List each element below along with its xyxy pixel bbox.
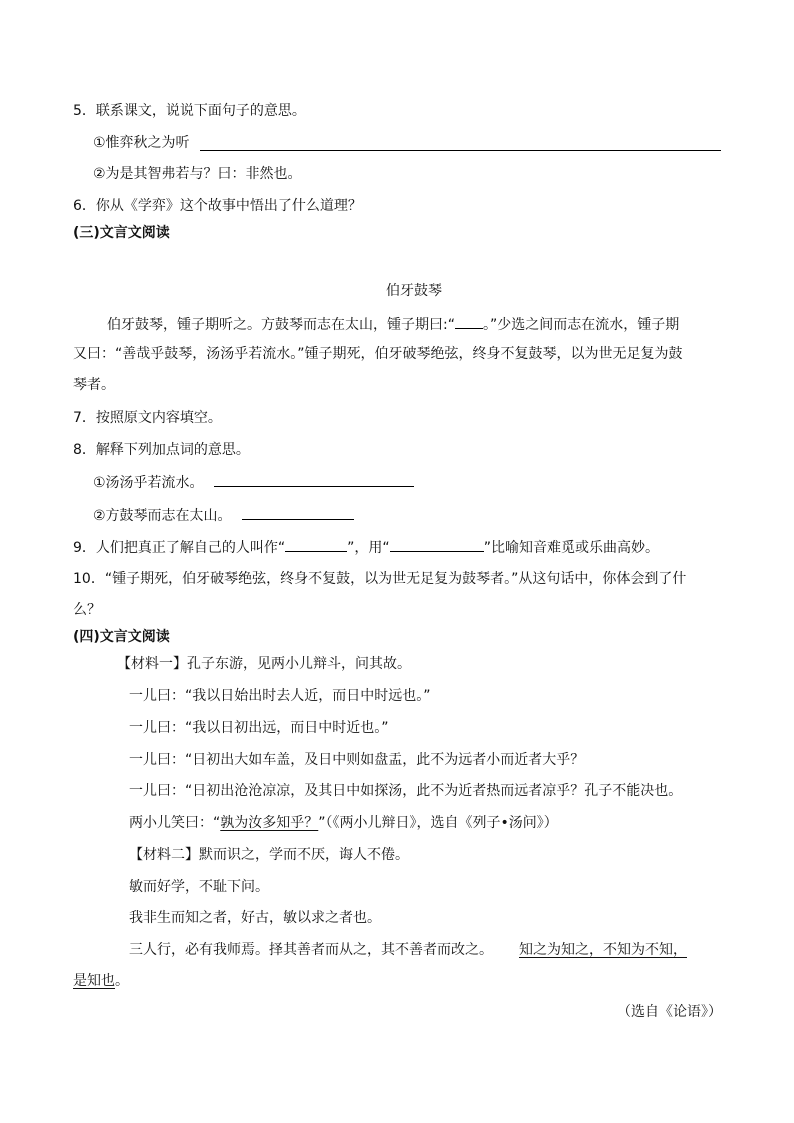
material-2-line-3 bbox=[129, 940, 687, 960]
material-1-line-2: 一儿曰：“我以日初出远，而日中时近也。” bbox=[129, 720, 389, 736]
passage-line-1-part-b: 。”少选之间而志在流水，锺子期 bbox=[482, 317, 680, 333]
question-9-part-1: 9．人们把真正了解自己的人叫作“ bbox=[73, 540, 286, 556]
question-9-blank-2[interactable] bbox=[390, 537, 484, 552]
material-1-line-3: 一儿曰：“日初出大如车盖，及日中则如盘盂，此不为远者小而近者大乎？ bbox=[129, 752, 585, 768]
material-1-underlined-question: 孰为汝多知乎？ bbox=[220, 815, 319, 831]
question-9-part-2: ”，用“ bbox=[347, 540, 390, 556]
question-10-line-1: 10．“锺子期死，伯牙破琴绝弦，终身不复鼓，以为世无足复为鼓琴者。”从这句话中，你体会到了什 bbox=[73, 571, 687, 587]
material-2-underlined-end: 是知也 bbox=[73, 973, 115, 989]
section-3-passage-title: 伯牙鼓琴 bbox=[386, 283, 442, 299]
material-2-intro bbox=[129, 845, 409, 865]
question-6: 6．你从《学弈》这个故事中悟出了什么道理？ bbox=[73, 198, 362, 214]
material-2-label: 【材料二】 bbox=[129, 847, 199, 863]
question-8-item-1-answer[interactable] bbox=[214, 472, 414, 487]
question-9-blank-1[interactable] bbox=[285, 537, 347, 552]
material-2-text: 默而识之，学而不厌，诲人不倦。 bbox=[199, 847, 409, 863]
material-1-intro bbox=[117, 654, 411, 674]
question-5-item-1 bbox=[93, 133, 190, 153]
question-7: 7．按照原文内容填空。 bbox=[73, 410, 222, 426]
question-8-title: 8．解释下列加点词的意思。 bbox=[73, 442, 250, 458]
material-1-line-5-c: ”（《两小儿辩日》，选自《列子•汤问》） bbox=[318, 815, 558, 831]
question-5-item-1-text: ①惟弈秋之为听 bbox=[93, 135, 190, 151]
question-8-item-2-text: ②方鼓琴而志在太山。 bbox=[93, 508, 232, 524]
question-9 bbox=[73, 537, 659, 558]
question-5-answer-line[interactable] bbox=[200, 150, 721, 151]
question-10-line-2: 么？ bbox=[73, 602, 101, 618]
question-8-item-1 bbox=[93, 472, 414, 493]
section-3-passage-line-3: 琴者。 bbox=[73, 377, 115, 393]
question-8-item-2-answer[interactable] bbox=[242, 505, 354, 520]
material-1-line-5-a: 两小儿笑曰：“ bbox=[129, 815, 221, 831]
material-2-line-4 bbox=[73, 971, 129, 991]
material-2-line-4-end: 。 bbox=[115, 973, 129, 989]
question-8-item-2 bbox=[93, 505, 354, 526]
material-source: （选自《论语》） bbox=[617, 1004, 722, 1020]
section-4-heading: (四)文言文阅读 bbox=[73, 629, 170, 645]
material-2-line-1: 敏而好学，不耻下问。 bbox=[129, 879, 269, 895]
passage-line-1-part-a: 伯牙鼓琴，锺子期听之。方鼓琴而志在太山，锺子期曰:“ bbox=[107, 317, 455, 333]
question-9-part-3: ”比喻知音难觅或乐曲高妙。 bbox=[483, 540, 659, 556]
section-3-passage-line-2: 又曰：“善哉乎鼓琴，汤汤乎若流水。”锺子期死，伯牙破琴绝弦，终身不复鼓琴，以为世无足复为鼓 bbox=[73, 346, 683, 362]
section-3-passage-line-1 bbox=[107, 314, 679, 335]
question-5-title: 5．联系课文，说说下面句子的意思。 bbox=[73, 103, 306, 119]
material-2-line-2: 我非生而知之者，好古，敏以求之者也。 bbox=[129, 910, 381, 926]
passage-fill-blank[interactable] bbox=[455, 314, 483, 329]
section-3-heading: (三)文言文阅读 bbox=[73, 225, 170, 241]
material-1-text: 孔子东游，见两小儿辩斗，问其故。 bbox=[187, 656, 411, 672]
material-1-label: 【材料一】 bbox=[117, 656, 187, 672]
question-8-item-1-text: ①汤汤乎若流水。 bbox=[93, 475, 204, 491]
material-1-line-4: 一儿曰：“日初出沧沧凉凉，及其日中如探汤，此不为近者热而远者凉乎？孔子不能决也。 bbox=[129, 783, 683, 799]
material-2-underlined-phrase: 知之为知之，不知为不知， bbox=[519, 942, 687, 958]
material-1-line-1: 一儿曰：“我以日始出时去人近，而日中时远也。” bbox=[129, 688, 431, 704]
question-5-item-2: ②为是其智弗若与？曰：非然也。 bbox=[93, 166, 302, 182]
material-1-line-5 bbox=[129, 813, 558, 833]
material-2-line-3-a: 三人行，必有我师焉。择其善者而从之，其不善者而改之。 bbox=[129, 942, 493, 958]
